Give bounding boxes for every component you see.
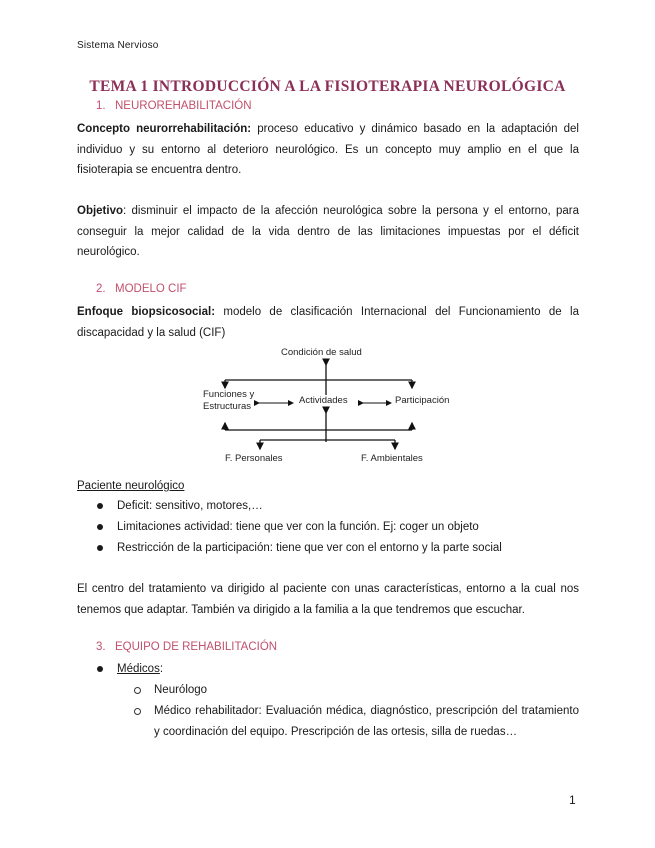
concept-text: proceso educativo y dinámico basado en la adaptación del individuo y su entorno al deterioro neurológico. Es un concepto muy amplio en el que la fisioterapia se encuentra dentro. (77, 123, 579, 176)
center-paragraph: El centro del tratamiento va dirigido al paciente con unas características, entorno a la cual nos tenemos que adaptar. También va dirigido a la familia a la que tendremos que escuchar. (77, 583, 579, 616)
list-item (77, 659, 597, 679)
bullet-icon (97, 524, 103, 530)
section-number: 3. (96, 641, 106, 653)
list-item (77, 538, 597, 558)
enfoque-paragraph (77, 302, 579, 343)
list-item-text: Deficit: sensitivo, motores,… (117, 500, 263, 512)
page-number: 1 (569, 793, 576, 807)
sub-list-item (154, 701, 579, 742)
list-item-text: Limitaciones actividad: tiene que ver con la función. Ej: coger un objeto (117, 521, 479, 533)
section-number: 2. (96, 283, 106, 295)
section-heading-2 (96, 283, 187, 295)
funciones-estructuras-label (203, 389, 254, 413)
section-title: EQUIPO DE REHABILITACIÓN (115, 641, 278, 653)
circle-bullet-icon (134, 687, 141, 694)
patient-list (77, 496, 597, 558)
patient-heading: Paciente neurológico (77, 480, 185, 492)
page-header: Sistema Nervioso (77, 40, 159, 51)
participacion-label: Participación (395, 395, 450, 406)
sub-list-item (154, 680, 207, 700)
sub-list-item-text: Neurólogo (154, 684, 208, 696)
objective-paragraph (77, 201, 579, 263)
f-personales-label: F. Personales (225, 453, 283, 464)
f-ambientales-label: F. Ambientales (361, 453, 423, 464)
enfoque-term: Enfoque biopsicosocial: (77, 306, 216, 318)
bullet-icon (97, 545, 103, 551)
actividades-label: Actividades (299, 395, 348, 406)
list-item-suffix: : (159, 663, 164, 675)
list-item-text: Restricción de la participación: tiene que ver con el entorno y la parte social (117, 542, 502, 554)
sub-list-item-text: Médico rehabilitador: Evaluación médica, diagnóstico, prescripción del tratamiento y coordinación del equipo. Prescripción de las ortesis, silla de ruedas… (154, 705, 579, 738)
cif-diagram (195, 343, 465, 471)
section-number: 1. (96, 100, 106, 112)
bullet-icon (97, 503, 103, 509)
objective-term: Objetivo (77, 205, 124, 217)
enfoque-text: modelo de clasificación Internacional del Funcionamiento de la discapacidad y la salud (CIF) (77, 306, 579, 339)
section-heading-3 (96, 641, 277, 653)
page-title: TEMA 1 INTRODUCCIÓN A LA FISIOTERAPIA NEUROLÓGICA (89, 78, 566, 95)
concept-term: Concepto neurorrehabilitación: (77, 123, 252, 135)
list-item (77, 496, 597, 516)
section-title: MODELO CIF (115, 283, 187, 295)
bullet-icon (97, 666, 103, 672)
list-item (77, 517, 597, 537)
circle-bullet-icon (134, 708, 141, 715)
funciones-line: Funciones y (203, 389, 255, 400)
condicion-salud-label: Condición de salud (281, 347, 362, 358)
section-heading-1 (96, 100, 252, 112)
section-title: NEUROREHABILITACIÓN (115, 100, 252, 112)
list-item-text: Médicos (117, 663, 160, 675)
estructuras-line: Estructuras (203, 401, 252, 412)
objective-text: : disminuir el impacto de la afección neurológica sobre la persona y el entorno, para conseguir la mejor calidad de la vida dentro de las limitaciones impuestas por el déficit neurológico. (77, 205, 579, 258)
concept-paragraph (77, 119, 579, 181)
